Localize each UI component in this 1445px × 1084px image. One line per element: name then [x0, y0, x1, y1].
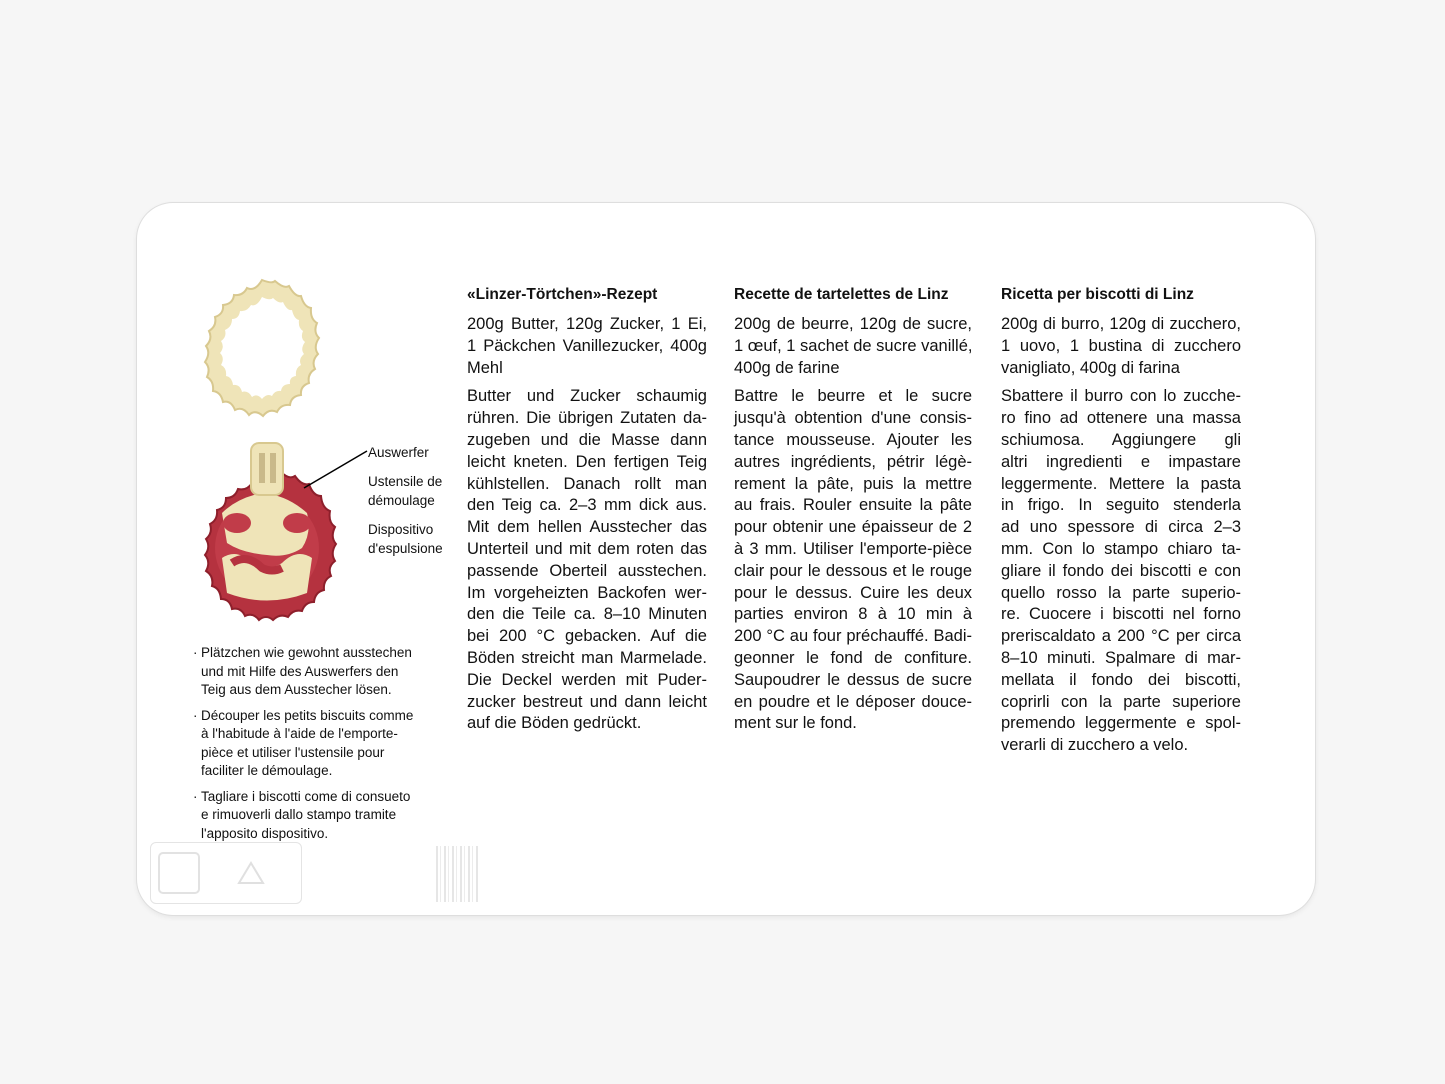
callout-line	[304, 451, 367, 488]
instruction-line: jusqu'à obtention d'une consis-	[734, 409, 972, 428]
instruction-line: Butter und Zucker schaumig	[467, 387, 707, 406]
ingredients-line: 1 œuf, 1 sachet de sucre vanillé,	[734, 336, 973, 355]
instruction-line: Saupoudrer le dessus de sucre	[734, 670, 972, 689]
instruction-line: leicht kneten. Den fertigen Teig	[467, 452, 707, 471]
instruction-line: tance mousseuse. Ajouter les	[734, 430, 972, 449]
instruction-line: re. Cuocere i biscotti nel forno	[1001, 605, 1241, 624]
instruction-line: Sbattere il burro con lo zucche-	[1001, 387, 1241, 406]
instruction-line: mellata il fondo dei biscotti,	[1001, 670, 1241, 689]
ingredients-line: 200g de beurre, 120g de sucre,	[734, 315, 972, 333]
usage-instructions	[193, 644, 428, 850]
ingredients-line: 400g de farine	[734, 358, 840, 377]
instruction-line: 200 °C au four préchauffé. Badi-	[734, 627, 972, 646]
instruction-line: verarli di zucchero a velo.	[1001, 736, 1189, 755]
callout-ejector-de: Auswerfer	[368, 445, 429, 460]
illustration-callouts	[368, 443, 443, 568]
instruction-line: premendo leggermente e spol-	[1001, 714, 1241, 733]
instruction-line: rement la pâte, puis la mettre	[734, 474, 972, 493]
instruction-line: ad uno spessore di circa 2–3	[1001, 518, 1241, 537]
recycling-logo-box	[150, 842, 302, 904]
recipe-french	[734, 285, 972, 735]
instruction-line: ment sur le fond.	[734, 714, 857, 733]
recipe-instructions	[734, 386, 972, 735]
recipe-title: «Linzer-Törtchen»-Rezept	[467, 286, 658, 303]
instruction-it: · Tagliare i biscotti come di consueto e rimuoverli dallo stampo tramite l'apposito dispositivo.	[193, 788, 428, 844]
red-cutter-with-ejector-image	[205, 443, 336, 620]
barcode	[436, 846, 478, 902]
instruction-line: kühlstellen. Danach rollt man	[467, 474, 707, 493]
instruction-line: zucker bestreut und dann leicht	[467, 692, 707, 711]
light-cutter-image	[205, 280, 319, 416]
instruction-line: Die Deckel werden mit Puder-	[467, 670, 707, 689]
instruction-line: pour obtenir une épaisseur de 2	[734, 518, 972, 537]
recipe-instructions	[1001, 386, 1241, 757]
recipe-italian	[1001, 285, 1241, 757]
instruction-line: ro fino ad ottenere una massa	[1001, 409, 1241, 428]
instruction-line: geonner le fond de confiture.	[734, 648, 972, 667]
callout-ejector-it: Dispositivo d'espulsione	[368, 522, 443, 556]
instruction-line: Mit dem hellen Ausstecher das	[467, 518, 707, 537]
instruction-line: Im vorgeheizten Backofen wer-	[467, 583, 707, 602]
instruction-line: parties environ 8 à 10 min à	[734, 605, 972, 624]
recipe-title: Recette de tartelettes de Linz	[734, 286, 949, 303]
instruction-line: den Teig ca. 2–3 mm dick aus.	[467, 496, 707, 515]
recipe-ingredients	[467, 314, 707, 379]
instruction-line: Unterteil und mit dem roten das	[467, 539, 707, 558]
instruction-fr: · Découper les petits biscuits comme à l'habitude à l'aide de l'emporte- pièce et utiliser l'ustensile pour faciliter le démoulage.	[193, 707, 428, 781]
instruction-line: leggermente. Mettere la pasta	[1001, 474, 1241, 493]
instruction-line: in frigo. In seguito stenderla	[1001, 496, 1241, 515]
instruction-line: autres ingrédients, pétrir légè-	[734, 452, 972, 471]
instruction-line: preriscaldato a 200 °C per circa	[1001, 627, 1241, 646]
callout-ejector-fr: Ustensile de démoulage	[368, 474, 443, 508]
instruction-line: Böden streicht man Marmelade.	[467, 648, 707, 667]
ingredients-line: vanigliato, 400g di farina	[1001, 358, 1180, 377]
recipe-instructions	[467, 386, 707, 735]
instruction-de: · Plätzchen wie gewohnt ausstechen und mit Hilfe des Auswerfers den Teig aus dem Ausstecher lösen.	[193, 644, 428, 700]
recipe-german	[467, 285, 707, 735]
instruction-line: en poudre et le déposer douce-	[734, 692, 972, 711]
instruction-line: à 3 mm. Utiliser l'emporte-pièce	[734, 539, 972, 558]
instruction-line: den die Teile ca. 8–10 Minuten	[467, 605, 707, 624]
instruction-line: rühren. Die übrigen Zutaten da-	[467, 409, 707, 428]
recipe-ingredients	[1001, 314, 1241, 379]
recipe-ingredients	[734, 314, 972, 379]
ingredients-line: 1 Päckchen Vanillezucker, 400g	[467, 336, 707, 355]
ingredients-line: 200g di burro, 120g di zucchero,	[1001, 315, 1241, 333]
recipe-title: Ricetta per biscotti di Linz	[1001, 286, 1194, 303]
instruction-line: clair pour le dessous et le rouge	[734, 561, 972, 580]
instruction-line: au frais. Rouler ensuite la pâte	[734, 496, 972, 515]
instruction-line: bei 200 °C gebacken. Auf die	[467, 627, 707, 646]
instruction-line: schiumosa. Aggiungere gli	[1001, 430, 1241, 449]
instruction-line: mm. Con lo stampo chiaro ta-	[1001, 539, 1241, 558]
instruction-line: pour le dessus. Cuire les deux	[734, 583, 972, 602]
ingredients-line: 1 uovo, 1 bustina di zucchero	[1001, 336, 1241, 355]
instruction-line: altri ingredienti e impastare	[1001, 452, 1241, 471]
instruction-line: auf die Böden gedrückt.	[467, 714, 642, 733]
instruction-line: quello rosso la parte superio-	[1001, 583, 1241, 602]
instruction-line: zugeben und die Masse dann	[467, 430, 707, 449]
instruction-line: Battre le beurre et le sucre	[734, 387, 972, 406]
recycling-icon	[151, 843, 301, 903]
instruction-line: coprirli con la parte superiore	[1001, 692, 1241, 711]
instruction-line: passende Oberteil ausstechen.	[467, 561, 707, 580]
ingredients-line: Mehl	[467, 358, 503, 377]
instruction-line: gliare il fondo dei biscotti e con	[1001, 561, 1241, 580]
ingredients-line: 200g Butter, 120g Zucker, 1 Ei,	[467, 315, 707, 333]
instruction-line: 8–10 minuti. Spalmare di mar-	[1001, 648, 1241, 667]
